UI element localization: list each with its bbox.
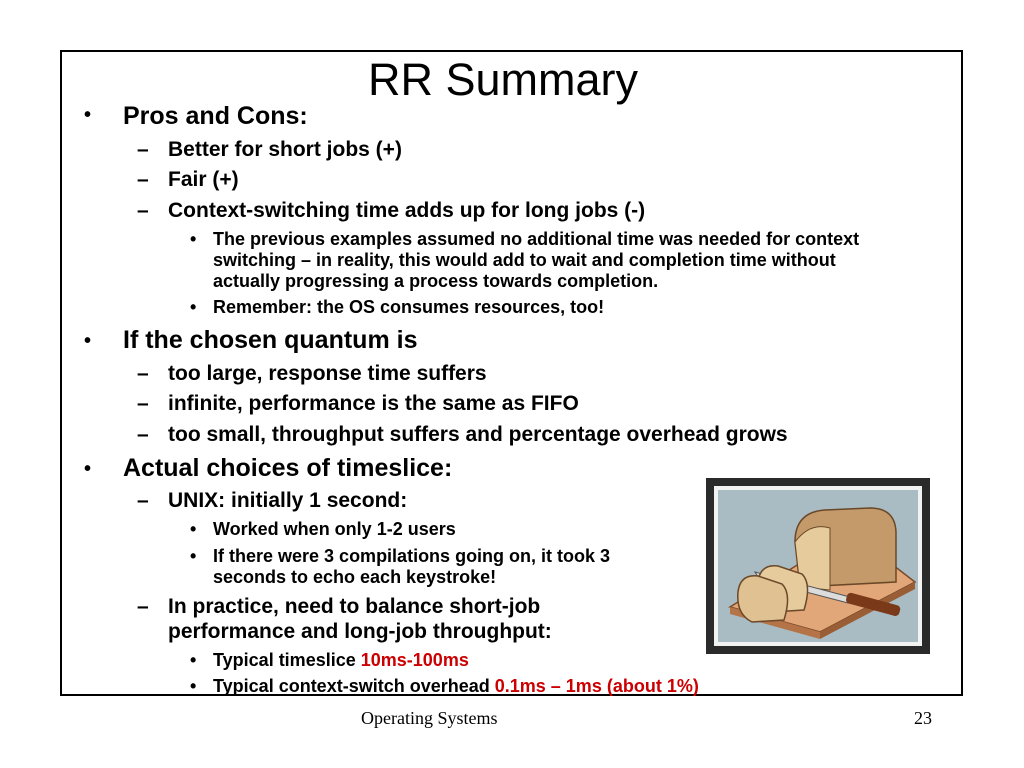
dash-marker: – (137, 362, 149, 385)
sub-bullet: Context-switching time adds up for long jobs (-) (168, 199, 646, 222)
small-bullet: • (190, 676, 197, 696)
small-bullet: • (190, 229, 197, 249)
sub-bullet: performance and long-job throughput: (168, 620, 552, 643)
slide-title: RR Summary (368, 54, 639, 105)
detail-prefix: Typical context-switch overhead (213, 676, 495, 696)
dash-marker: – (137, 489, 149, 512)
detail-text: switching – in reality, this would add to wait and completion time without (213, 250, 836, 270)
small-bullet: • (190, 546, 197, 566)
dash-marker: – (137, 138, 149, 161)
detail-text (213, 676, 699, 697)
detail-text: Remember: the OS consumes resources, too! (213, 297, 605, 317)
small-bullet: • (190, 519, 197, 539)
small-bullet: • (190, 297, 197, 317)
page-number: 23 (914, 708, 932, 728)
sub-bullet: infinite, performance is the same as FIFO (168, 392, 579, 415)
dash-marker: – (137, 392, 149, 415)
dash-marker: – (137, 423, 149, 446)
sub-bullet: too small, throughput suffers and percentage overhead grows (168, 423, 788, 446)
bread-on-cutting-board-icon (700, 472, 936, 660)
footer-title: Operating Systems (361, 708, 498, 728)
detail-prefix: Typical timeslice (213, 650, 361, 670)
detail-text: If there were 3 compilations going on, it took 3 (213, 546, 611, 566)
dash-marker: – (137, 595, 149, 618)
bullet-pros-cons: Pros and Cons: (123, 102, 308, 130)
bullet-dot: • (84, 330, 92, 352)
detail-text: seconds to echo each keystroke! (213, 567, 497, 587)
bullet-quantum: If the chosen quantum is (123, 326, 418, 354)
dash-marker: – (137, 199, 149, 222)
timeslice-value: 10ms-100ms (360, 650, 469, 670)
sub-bullet: Fair (+) (168, 168, 239, 191)
small-bullet: • (190, 650, 197, 670)
bullet-dot: • (84, 104, 92, 126)
bullet-dot: • (84, 458, 92, 480)
sub-bullet: Better for short jobs (+) (168, 138, 402, 161)
sub-bullet: UNIX: initially 1 second: (168, 489, 408, 512)
bullet-timeslice: Actual choices of timeslice: (123, 454, 453, 482)
detail-text (213, 650, 469, 671)
detail-text: Worked when only 1-2 users (213, 519, 456, 539)
detail-text: actually progressing a process towards completion. (213, 271, 659, 291)
overhead-value: 0.1ms – 1ms (about 1%) (494, 676, 699, 696)
dash-marker: – (137, 168, 149, 191)
detail-text: The previous examples assumed no additional time was needed for context (213, 229, 860, 249)
sub-bullet: too large, response time suffers (168, 362, 487, 385)
sub-bullet: In practice, need to balance short-job (168, 595, 541, 618)
